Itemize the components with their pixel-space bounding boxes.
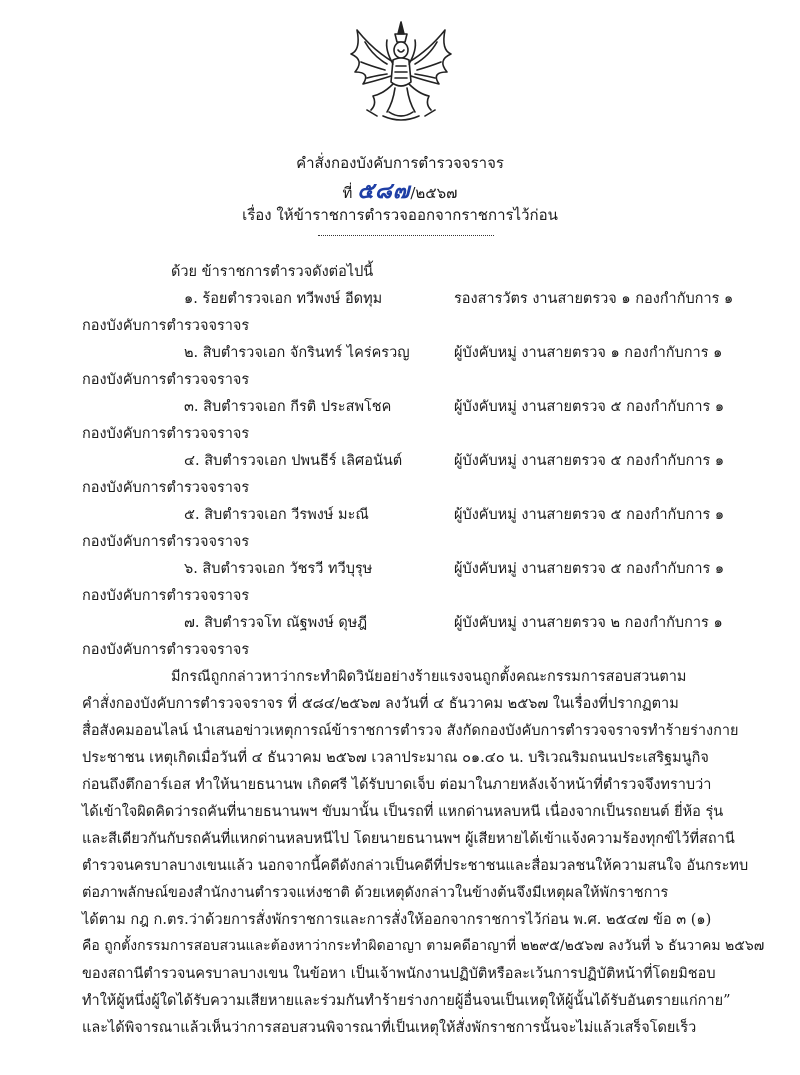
paragraph-line: ทำให้ผู้หนึ่งผู้ใดได้รับความเสียหายและร่วมกันทำร้ายร่างกายผู้อื่นจนเป็นเหตุให้ผู้นั้นได้รับอันตรายแก่กาย” <box>82 993 731 1009</box>
separator-dots <box>318 235 494 236</box>
paragraph-line: สื่อสังคมออนไลน์ นำเสนอข่าวเหตุการณ์ข้าราชการตำรวจ สังกัดกองบังคับการตำรวจจราจรทำร้ายร่างกาย <box>82 723 739 739</box>
paragraph-line: และได้พิจารณาแล้วเห็นว่าการสอบสวนพิจารณาที่เป็นเหตุให้สั่งพักราชการนั้นจะไม่แล้วเสร็จโดยเร็ว <box>82 1020 697 1036</box>
handwritten-number: ๕๘๗ <box>357 179 411 204</box>
officer-position: ผู้บังคับหมู่ งานสายตรวจ ๕ กองกำกับการ ๑ <box>454 399 725 415</box>
paragraph-line: ก่อนถึงตึกอาร์เอส ทำให้นายธนานพ เกิดศรี ได้รับบาดเจ็บ ต่อมาในภายหลังเจ้าหน้าที่ตำรวจจึงทราบว่า <box>82 777 712 793</box>
officer-name: ๑. ร้อยตำรวจเอก ทวีพงษ์ อีดทุม <box>184 291 383 307</box>
officer-name: ๕. สิบตำรวจเอก วีรพงษ์ มะณี <box>184 507 369 523</box>
paragraph-line: ตำรวจนครบาลบางเขนแล้ว นอกจากนี้คดีดังกล่าวเป็นคดีที่ประชาชนและสื่อมวลชนให้ความสนใจ อันกระทบ <box>82 858 749 874</box>
officer-unit: กองบังคับการตำรวจจราจร <box>82 480 250 496</box>
paragraph-line: และสีเดียวกันกับรถคันที่แหกด่านหลบหนีไป โดยนายธนานพฯ ผู้เสียหายได้เข้าแจ้งความร้องทุกข์ไว้ที่สถานี <box>82 831 735 847</box>
officer-unit: กองบังคับการตำรวจจราจร <box>82 318 250 334</box>
officer-unit: กองบังคับการตำรวจจราจร <box>82 588 250 604</box>
garuda-emblem <box>343 20 459 126</box>
intro-text: ด้วย ข้าราชการตำรวจดังต่อไปนี้ <box>171 264 374 280</box>
officer-position: ผู้บังคับหมู่ งานสายตรวจ ๕ กองกำกับการ ๑ <box>454 561 725 577</box>
number-suffix: /๒๕๖๗ <box>410 184 458 202</box>
officer-unit: กองบังคับการตำรวจจราจร <box>82 426 250 442</box>
officer-unit: กองบังคับการตำรวจจราจร <box>82 534 250 550</box>
officer-position: รองสารวัตร งานสายตรวจ ๑ กองกำกับการ ๑ <box>454 291 734 307</box>
officer-name: ๖. สิบตำรวจเอก วัชรวี ทวีบุรุษ <box>184 561 373 577</box>
officer-position: ผู้บังคับหมู่ งานสายตรวจ ๕ กองกำกับการ ๑ <box>454 453 725 469</box>
officer-position: ผู้บังคับหมู่ งานสายตรวจ ๕ กองกำกับการ ๑ <box>454 507 725 523</box>
paragraph-line: ได้เข้าใจผิดคิดว่ารถคันที่นายธนานพฯ ขับมานั้น เป็นรถที่ แหกด่านหลบหนี เนื่องจากเป็นรถยนต์ ยี่ห้อ รุ่น <box>82 804 724 820</box>
officer-unit: กองบังคับการตำรวจจราจร <box>82 642 250 658</box>
officer-position: ผู้บังคับหมู่ งานสายตรวจ ๒ กองกำกับการ ๑ <box>454 615 723 631</box>
officer-name: ๔. สิบตำรวจเอก ปพนธีร์ เลิศอนันต์ <box>184 453 403 469</box>
paragraph-line: ประชาชน เหตุเกิดเมื่อวันที่ ๔ ธันวาคม ๒๕๖๗ เวลาประมาณ ๐๑.๔๐ น. บริเวณริมถนนประเสริฐมนูกิจ <box>82 750 709 766</box>
paragraph-line: คำสั่งกองบังคับการตำรวจจราจร ที่ ๕๘๔/๒๕๖๗ ลงวันที่ ๔ ธันวาคม ๒๕๖๗ ในเรื่องที่ปรากฏตาม <box>82 696 679 712</box>
paragraph-line: ของสถานีตำรวจนครบาลบางเขน ในข้อหา เป็นเจ้าพนักงานปฏิบัติหรือละเว้นการปฏิบัติหน้าที่โดยมิชอบ <box>82 966 716 982</box>
paragraph-line: ต่อภาพลักษณ์ของสำนักงานตำรวจแห่งชาติ ด้วยเหตุดังกล่าวในข้างต้นจึงมีเหตุผลให้พักราชการ <box>82 885 669 901</box>
paragraph-line: คือ ถูกตั้งกรรมการสอบสวนและต้องหาว่ากระทำผิดอาญา ตามคดีอาญาที่ ๒๒๙๕/๒๕๖๗ ลงวันที่ ๖ ธันวาคม ๒๕๖๗ <box>82 938 765 954</box>
officer-position: ผู้บังคับหมู่ งานสายตรวจ ๑ กองกำกับการ ๑ <box>454 345 723 361</box>
order-subject: เรื่อง ให้ข้าราชการตำรวจออกจากราชการไว้ก่อน <box>242 206 558 224</box>
paragraph-line: ได้ตาม กฎ ก.ตร.ว่าด้วยการสั่งพักราชการและการสั่งให้ออกจากราชการไว้ก่อน พ.ศ. ๒๕๔๗ ข้อ ๓ (๑) <box>82 912 712 928</box>
officer-name: ๓. สิบตำรวจเอก กีรติ ประสพโชค <box>184 399 392 415</box>
number-prefix: ที่ <box>342 184 353 202</box>
officer-unit: กองบังคับการตำรวจจราจร <box>82 372 250 388</box>
officer-name: ๒. สิบตำรวจเอก จักรินทร์ ไคร่ครวญ <box>184 345 410 361</box>
order-title: คำสั่งกองบังคับการตำรวจจราจร <box>296 154 504 172</box>
officer-name: ๗. สิบตำรวจโท ณัฐพงษ์ ดุษฎี <box>184 615 368 631</box>
paragraph-line: มีกรณีถูกกล่าวหาว่ากระทำผิดวินัยอย่างร้ายแรงจนถูกตั้งคณะกรรมการสอบสวนตาม <box>171 669 687 685</box>
